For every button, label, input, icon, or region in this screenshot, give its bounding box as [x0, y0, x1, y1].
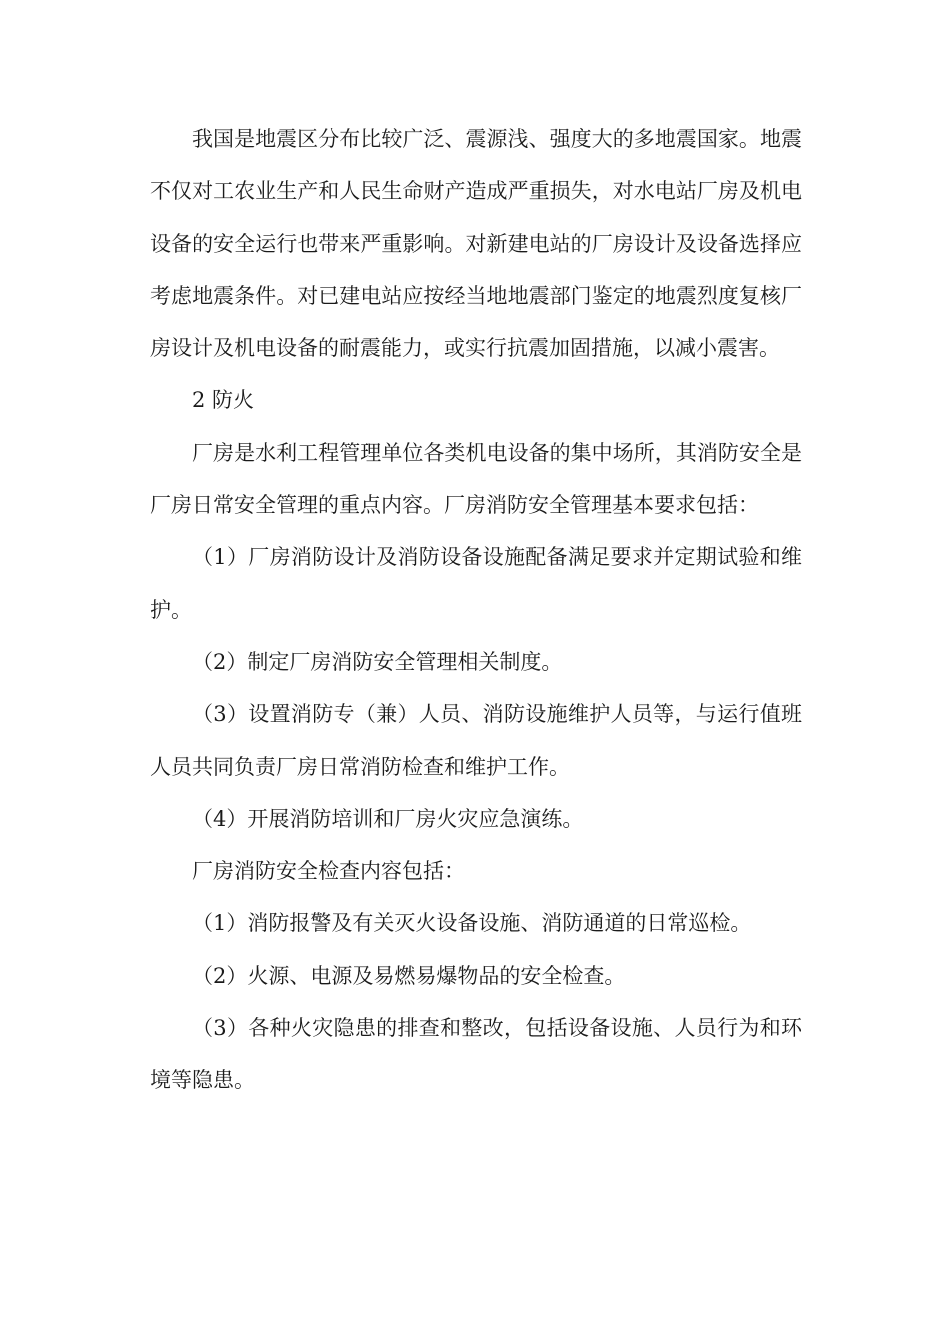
list-item: （2）制定厂房消防安全管理相关制度。 [192, 649, 563, 674]
paragraph-earthquake: 我国是地震区分布比较广泛、震源浅、强度大的多地震国家。地震不仅对工农业生产和人民生命财产造成严重损失，对水电站厂房及机电设备的安全运行也带来严重影响。对新建电站的厂房设计及设备选择应考虑地震条件。对已建电站应按经当地地震部门鉴定的地震烈度复核厂房设计及机电设备的耐震能力，或实行抗震加固措施，以减小震害。 [150, 127, 802, 361]
document-body [150, 113, 802, 1107]
paragraph-fire-intro: 厂房是水利工程管理单位各类机电设备的集中场所，其消防安全是厂房日常安全管理的重点内容。厂房消防安全管理基本要求包括： [150, 440, 802, 518]
list-item: （1）消防报警及有关灭火设备设施、消防通道的日常巡检。 [192, 911, 752, 936]
section-heading-fire-prevention: 2 防火 [192, 388, 255, 413]
paragraph-inspection-intro: 厂房消防安全检查内容包括： [192, 859, 465, 884]
list-item: （4）开展消防培训和厂房火灾应急演练。 [192, 806, 584, 831]
list-item: （1）厂房消防设计及消防设备设施配备满足要求并定期试验和维护。 [150, 545, 802, 622]
list-item: （2）火源、电源及易燃易爆物品的安全检查。 [192, 963, 626, 988]
list-item: （3）设置消防专（兼）人员、消防设施维护人员等，与运行值班人员共同负责厂房日常消防检查和维护工作。 [150, 702, 802, 779]
list-item: （3）各种火灾隐患的排查和整改，包括设备设施、人员行为和环境等隐患。 [150, 1016, 802, 1093]
